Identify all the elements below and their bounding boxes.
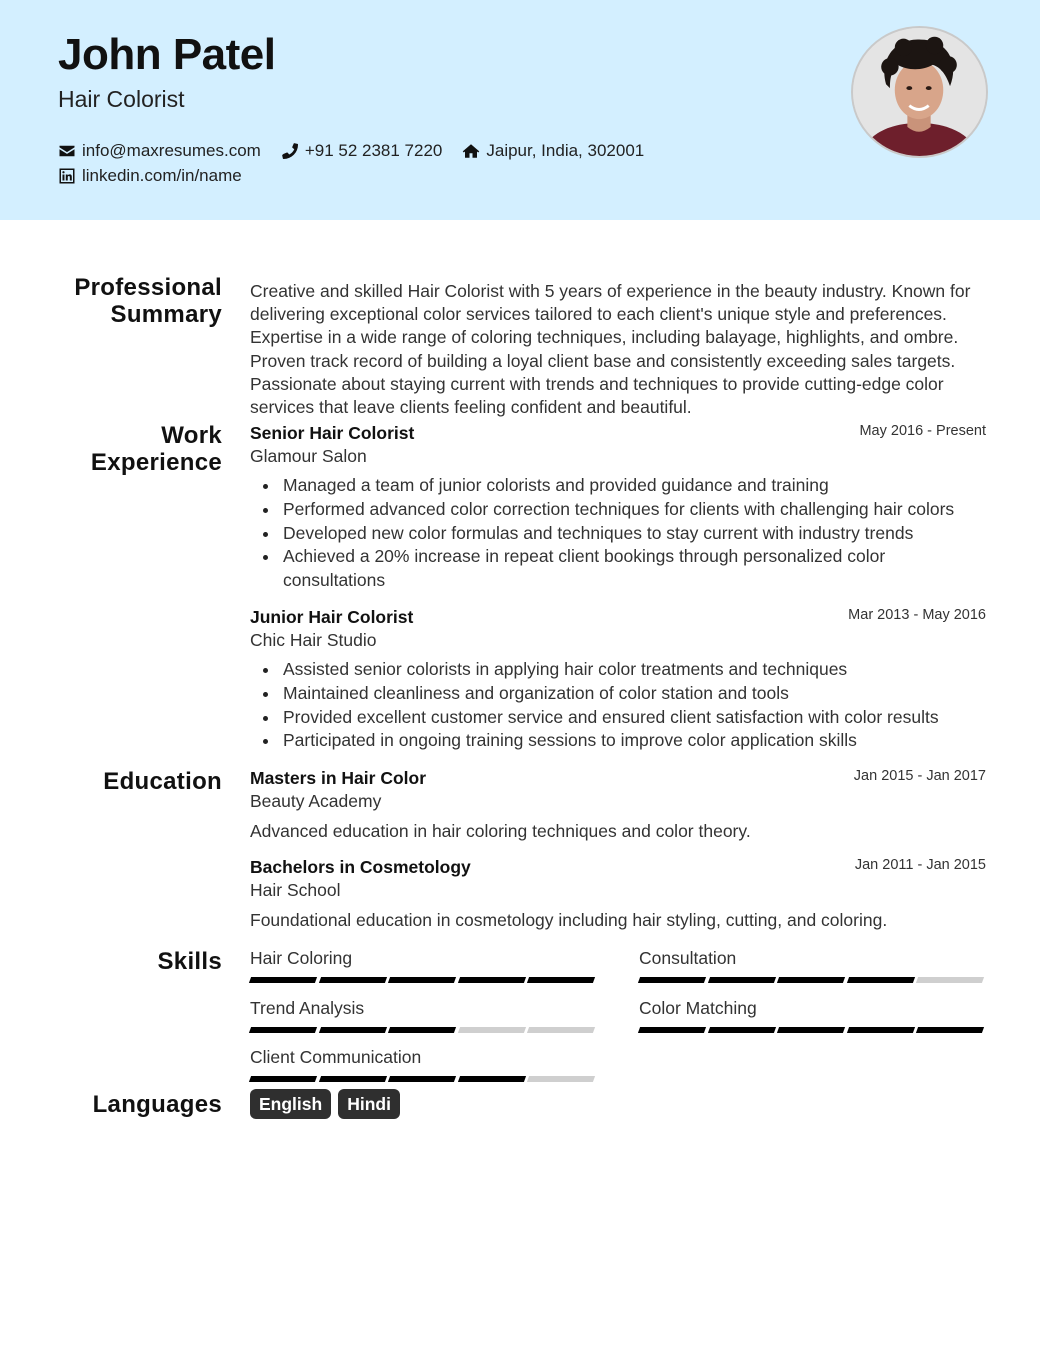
envelope-icon [58,142,76,160]
contact-info [58,138,664,188]
job-date: May 2016 - Present [859,423,986,439]
job-company: Chic Hair Studio [250,630,377,650]
skill-rating [250,1027,598,1033]
skill-segment-filled [916,1027,984,1033]
summary-block [250,280,988,419]
job-entry [250,605,988,753]
section-title-skills: Skills [157,948,222,975]
skill-segment-empty [527,1027,595,1033]
contact-linkedin[interactable] [58,166,242,186]
education-description: Foundational education in cosmetology including hair styling, cutting, and coloring. [250,910,888,930]
skill-segment-filled [847,977,915,983]
skill-name: Color Matching [639,998,757,1018]
profile-photo-image [853,28,986,156]
language-list [250,1089,407,1119]
section-title-line: Summary [110,301,222,328]
profile-photo [851,26,988,158]
skill-segment-filled [527,977,595,983]
job-bullets [250,658,988,753]
section-title-line: Experience [90,449,222,476]
skill-segment-filled [319,1027,387,1033]
job-title: Junior Hair Colorist [250,607,414,627]
section-title-line: Professional [74,274,222,301]
degree-title: Masters in Hair Color [250,768,427,788]
job-bullet: Maintained cleanliness and organization of color station and tools [250,682,988,706]
phone-text: +91 52 2381 7220 [304,140,443,160]
job-bullet: Achieved a 20% increase in repeat client bookings through personalized color consultations [250,545,988,593]
contact-location [462,141,644,161]
linkedin-text: linkedin.com/in/name [82,165,242,185]
skill-segment-filled [458,977,526,983]
skill-rating [639,977,987,983]
skill-name: Hair Coloring [250,948,353,968]
section-title-languages: Languages [92,1091,222,1118]
school-name: Beauty Academy [250,791,382,811]
section-title-summary [74,274,222,328]
skill-segment-filled [388,1076,456,1082]
skill-segment-filled [458,1076,526,1082]
skill-segment-filled [249,977,317,983]
skill-item [250,996,598,1033]
skill-segment-empty [527,1076,595,1082]
skill-segment-filled [638,1027,706,1033]
skill-segment-filled [777,977,845,983]
skill-segment-filled [847,1027,915,1033]
skill-segment-filled [638,977,706,983]
skill-rating [250,1076,598,1082]
summary-text: Creative and skilled Hair Colorist with 5 years of experience in the beauty industry. Known for delivering exceptional color services tailored to each client's unique style and preferences. Expertise in a wide range of coloring techniques, including balayage, highlights, and ombre. Proven track record of building a loyal client base and consistently exceeding sales targets. Passionate about staying current with trends and techniques to provide cutting-edge color services that leave clients feeling confident and beautiful. [250,281,971,418]
job-bullet: Assisted senior colorists in applying hair color treatments and techniques [250,658,988,682]
contact-email[interactable] [58,141,261,161]
location-text: Jaipur, India, 302001 [486,140,645,160]
phone-icon [281,142,299,160]
section-title-work [91,422,222,476]
candidate-role: Hair Colorist [58,86,185,112]
skill-item [639,996,987,1033]
skill-segment-filled [388,977,456,983]
job-entry [250,421,988,593]
skill-item [639,946,987,983]
skill-rating [250,977,598,983]
skill-item [250,946,598,983]
skill-segment-filled [249,1076,317,1082]
linkedin-icon [58,167,76,185]
skill-segment-filled [777,1027,845,1033]
resume-header [0,0,1040,220]
degree-title: Bachelors in Cosmetology [250,857,471,877]
skill-name: Client Communication [250,1047,422,1067]
skill-name: Trend Analysis [250,998,365,1018]
skill-rating [639,1027,987,1033]
skill-item [250,1045,598,1082]
section-title-line: Work [161,422,222,449]
skill-segment-filled [319,977,387,983]
education-entry [250,766,988,843]
job-bullet: Provided excellent customer service and ensured client satisfaction with color results [250,706,988,730]
job-title: Senior Hair Colorist [250,423,415,443]
education-date: Jan 2015 - Jan 2017 [853,768,986,784]
language-badge: Hindi [338,1089,400,1119]
email-text: info@maxresumes.com [82,140,261,160]
section-title-education: Education [103,768,222,795]
education-date: Jan 2011 - Jan 2015 [854,857,986,873]
job-company: Glamour Salon [250,446,367,466]
language-badge: English [250,1089,331,1119]
skill-segment-empty [458,1027,526,1033]
skill-segment-filled [319,1076,387,1082]
candidate-name: John Patel [58,30,276,79]
job-date: Mar 2013 - May 2016 [848,607,986,623]
job-bullet: Participated in ongoing training sessions to improve color application skills [250,729,988,753]
skill-segment-empty [916,977,984,983]
education-entry [250,855,988,932]
skill-segment-filled [388,1027,456,1033]
education-description: Advanced education in hair coloring techniques and color theory. [250,821,751,841]
job-bullet: Developed new color formulas and techniques to stay current with industry trends [250,522,988,546]
job-bullets [250,474,988,593]
skill-segment-filled [708,1027,776,1033]
home-icon [462,142,480,160]
job-bullet: Performed advanced color correction techniques for clients with challenging hair colors [250,498,988,522]
contact-phone[interactable] [281,141,443,161]
skill-segment-filled [249,1027,317,1033]
skill-segment-filled [708,977,776,983]
job-bullet: Managed a team of junior colorists and provided guidance and training [250,474,988,498]
skill-name: Consultation [639,948,737,968]
school-name: Hair School [250,880,341,900]
